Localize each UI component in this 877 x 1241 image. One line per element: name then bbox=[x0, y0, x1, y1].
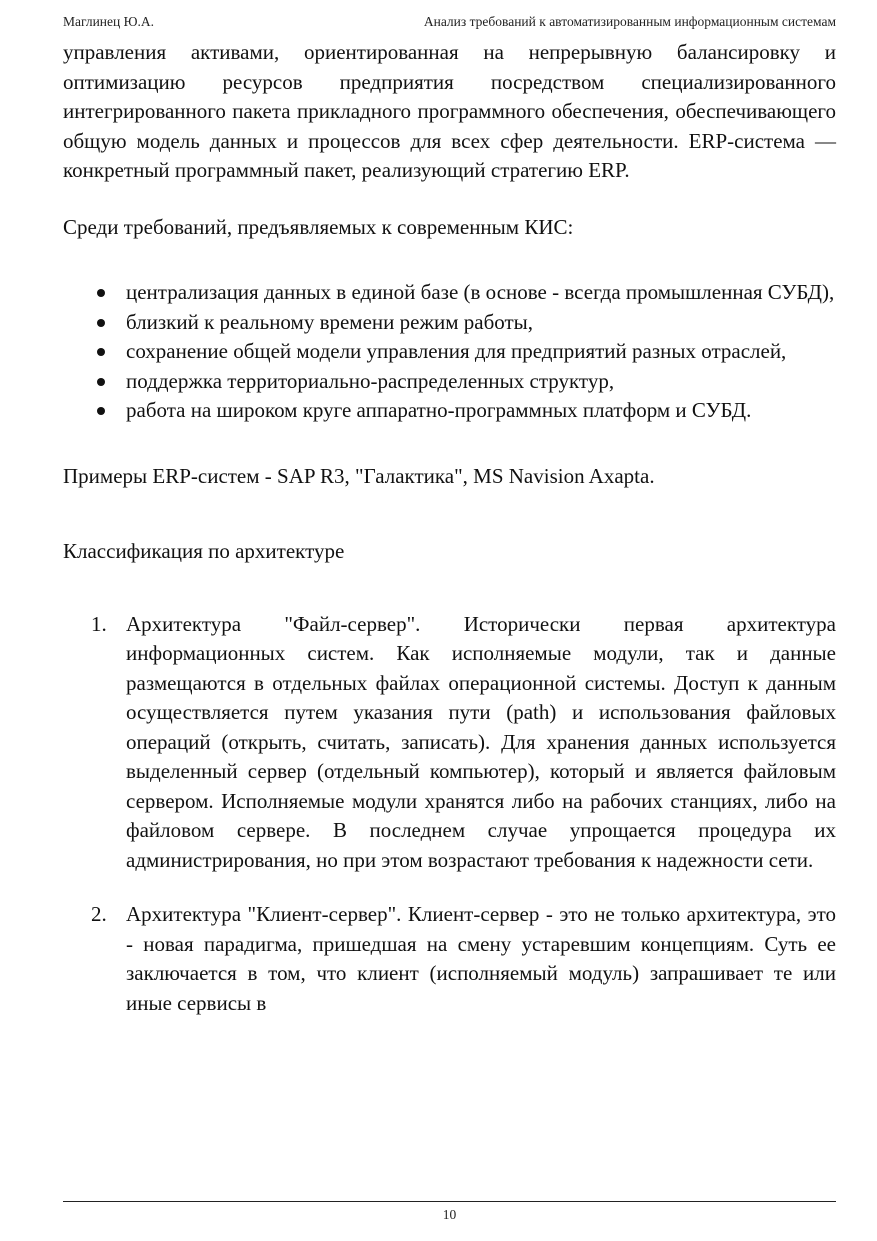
list-item-text: сохранение общей модели управления для предприятий разных отраслей, bbox=[126, 339, 787, 363]
list-item bbox=[63, 610, 836, 876]
list-item-number: 1. bbox=[91, 611, 107, 636]
page-number: 10 bbox=[442, 1207, 457, 1222]
bullet-icon bbox=[97, 289, 105, 297]
list-item bbox=[63, 278, 836, 308]
page-content bbox=[63, 38, 836, 1018]
header-author: Маглинец Ю.А. bbox=[63, 14, 154, 29]
erp-examples: Примеры ERP-систем - SAP R3, "Галактика", MS Navision Axapta. bbox=[63, 463, 655, 488]
bullet-icon bbox=[97, 378, 105, 386]
list-item-text: работа на широком круге аппаратно-программных платформ и СУБД. bbox=[126, 398, 752, 422]
list-item bbox=[63, 900, 836, 1018]
intro-paragraph: управления активами, ориентированная на непрерывную балансировку и оптимизацию ресурсов предприятия посредством специализированного интегрированного пакета прикладного программного обеспечения, обеспечивающего общую модель данных и процессов для всех сфер деятельности. ERP-система — конкретный программный пакет, реализующий стратегию ERP. bbox=[63, 40, 836, 182]
list-item bbox=[63, 308, 836, 338]
document-page bbox=[63, 0, 836, 1241]
list-item bbox=[63, 396, 836, 426]
header-title: Анализ требований к автоматизированным информационным системам bbox=[423, 14, 836, 29]
list-item-text: централизация данных в единой базе (в основе - всегда промышленная СУБД), bbox=[126, 280, 835, 304]
list-item-text: поддержка территориально-распределенных структур, bbox=[126, 368, 615, 393]
footer-divider bbox=[63, 1201, 836, 1202]
bullet-icon bbox=[97, 319, 105, 327]
bullet-icon bbox=[97, 407, 105, 415]
classification-title: Классификация по архитектуре bbox=[63, 539, 345, 563]
architecture-list bbox=[63, 610, 836, 1019]
list-item bbox=[63, 337, 836, 367]
list-item-text: Архитектура "Клиент-сервер". Клиент-сервер - это не только архитектура, это - новая парадигма, пришедшая на смену устаревшим концепциям. Суть ее заключается в том, что клиент (исполняемый модуль) запрашивает те или иные сервисы в bbox=[126, 902, 836, 1015]
list-item-number: 2. bbox=[91, 902, 107, 926]
requirements-lead: Среди требований, предъявляемых к современным КИС: bbox=[63, 214, 574, 239]
list-item-text: Архитектура "Файл-сервер". Исторически первая архитектура информационных систем. Как исполняемые модули, так и данные размещаются в отдельных файлах операционной системы. Доступ к данным осуществляется путем указания пути (path) и использования файловых операций (открыть, считать, записать). Для хранения данных используется выделенный сервер (отдельный компьютер), который и является файловым сервером. Исполняемые модули хранятся либо на рабочих станциях, либо на файловом сервере. В последнем случае упрощается процедура их администрирования, но при этом возрастают требования к надежности сети. bbox=[126, 611, 836, 872]
list-item-text: близкий к реальному времени режим работы, bbox=[126, 309, 534, 334]
bullet-icon bbox=[97, 348, 105, 356]
list-item bbox=[63, 367, 836, 397]
requirements-list bbox=[63, 278, 836, 426]
running-header bbox=[63, 14, 836, 34]
